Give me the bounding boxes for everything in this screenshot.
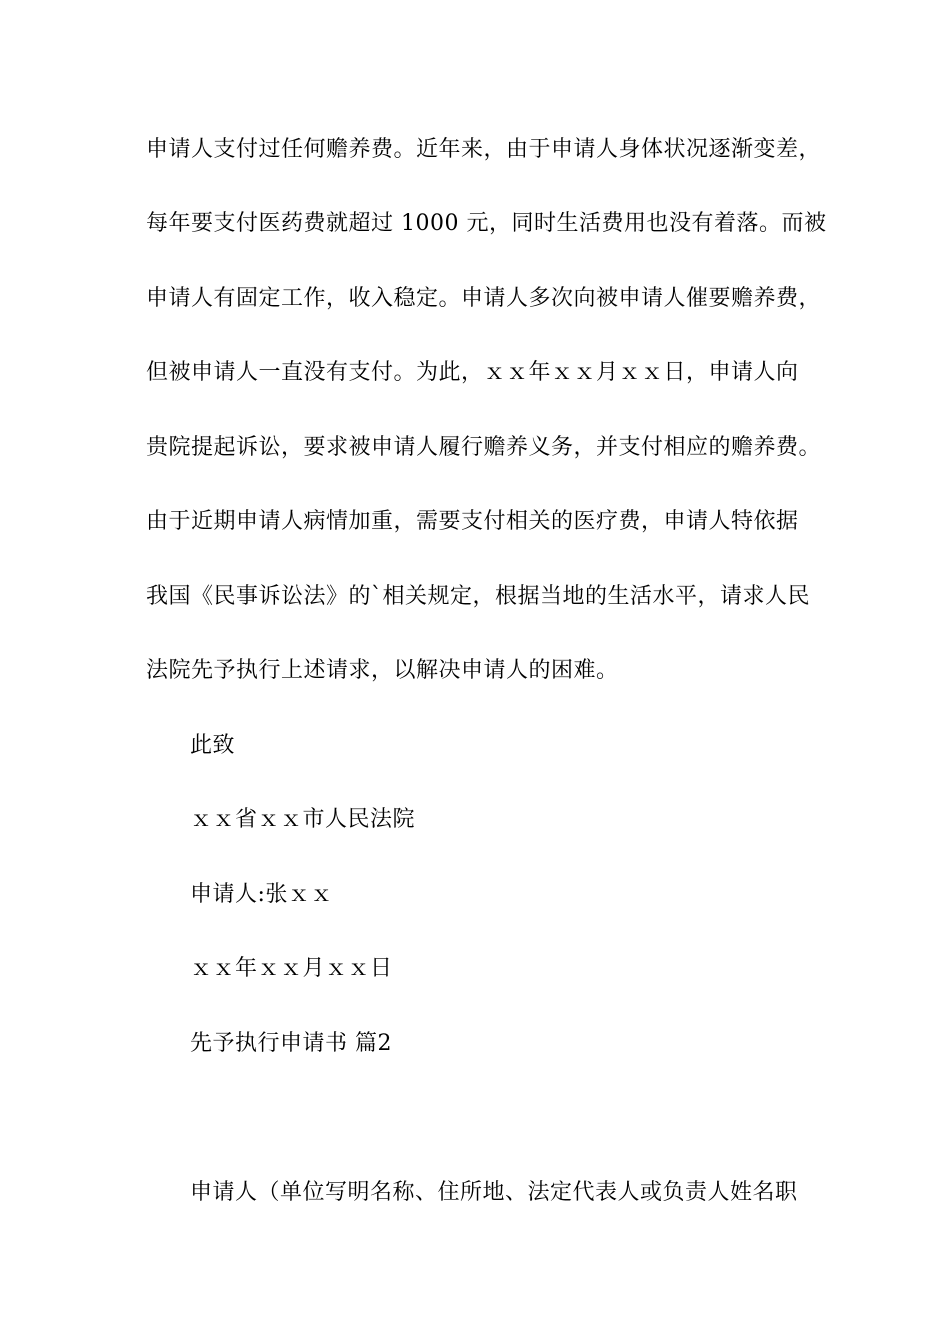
paragraph-line-6: 由于近期申请人病情加重，需要支付相关的医疗费，申请人特依据 xyxy=(146,509,799,534)
paragraph-line-4: 但被申请人一直没有支付。为此，ｘｘ年ｘｘ月ｘｘ日，申请人向 xyxy=(146,360,799,385)
paragraph-line-8: 法院先予执行上述请求，以解决申请人的困难。 xyxy=(146,658,619,683)
section-title: 先予执行申请书 篇2 xyxy=(190,1031,392,1056)
paragraph-line-2: 每年要支付医药费就超过 1000 元，同时生活费用也没有着落。而被 xyxy=(146,211,827,236)
paragraph-line-3: 申请人有固定工作，收入稳定。申请人多次向被申请人催要赡养费， xyxy=(146,286,822,311)
salutation: 此致 xyxy=(190,733,236,758)
paragraph-line-5: 贵院提起诉讼，要求被申请人履行赡养义务，并支付相应的赡养费。 xyxy=(146,435,822,460)
paragraph-line-1: 申请人支付过任何赡养费。近年来，由于申请人身体状况逐渐变差， xyxy=(146,137,822,162)
signature-date: ｘｘ年ｘｘ月ｘｘ日 xyxy=(190,956,393,981)
paragraph-line-7: 我国《民事诉讼法》的`相关规定，根据当地的生活水平，请求人民 xyxy=(146,584,811,609)
applicant-signature: 申请人:张ｘｘ xyxy=(190,882,333,907)
next-paragraph-line: 申请人（单位写明名称、住所地、法定代表人或负责人姓名职 xyxy=(190,1180,798,1205)
recipient-court: ｘｘ省ｘｘ市人民法院 xyxy=(190,807,416,832)
